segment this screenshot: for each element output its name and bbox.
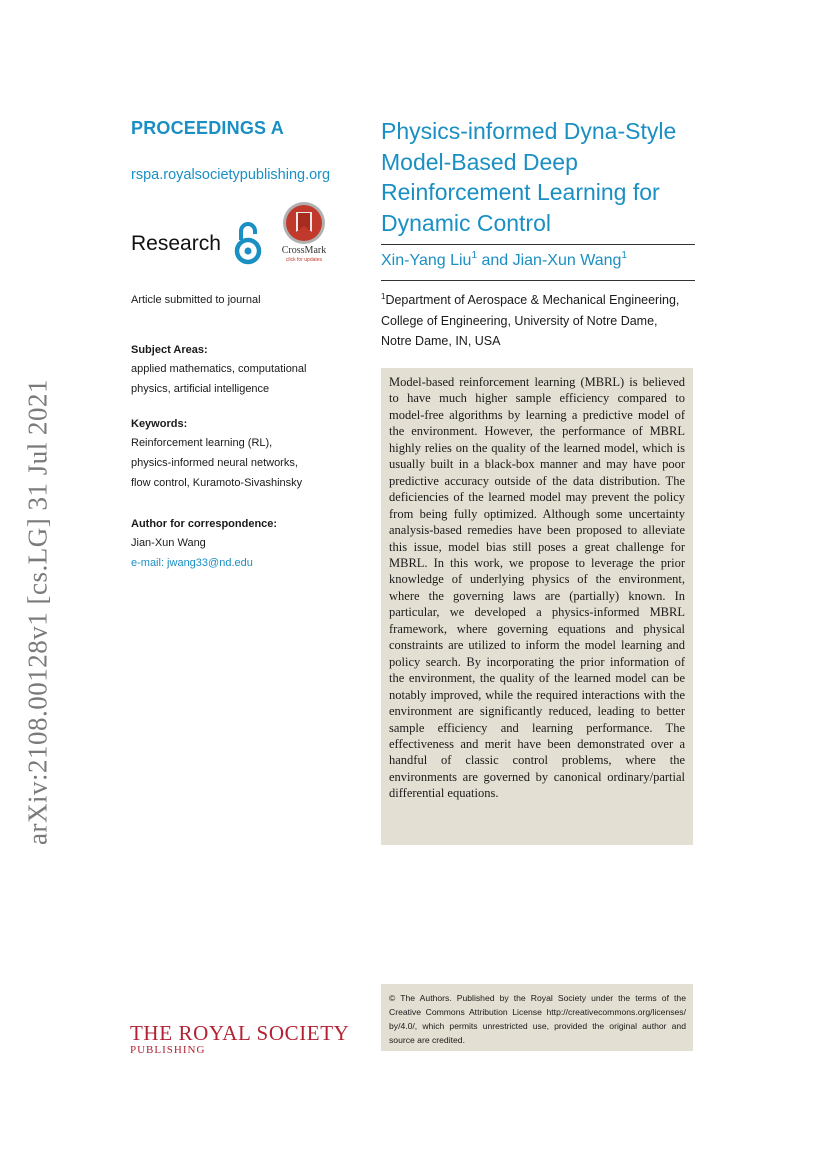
- paper-title: [381, 116, 701, 238]
- subject-areas-line: applied mathematics, computational: [131, 363, 307, 375]
- paper-title-line: Reinforcement Learning for: [381, 179, 660, 205]
- author-name: Xin-Yang Liu: [381, 252, 472, 269]
- royal-society-logo-line2: PUBLISHING: [130, 1044, 206, 1056]
- correspondence-name: Jian-Xun Wang: [131, 537, 206, 549]
- crossmark-icon: [277, 200, 331, 246]
- crossmark-sublabel: click for updates: [285, 257, 323, 263]
- correspondence-email-link[interactable]: e-mail: jwang33@nd.edu: [131, 557, 253, 569]
- keywords-heading: Keywords:: [131, 418, 188, 430]
- crossmark-label: CrossMark: [281, 245, 327, 256]
- license-box: [381, 984, 693, 1051]
- paper-title-line: Model-Based Deep: [381, 148, 578, 175]
- affiliation-marker: 1: [381, 292, 386, 301]
- subject-areas-line: physics, artificial intelligence: [131, 383, 270, 395]
- royal-society-logo-line1: THE ROYAL SOCIETY: [130, 1021, 350, 1045]
- author-list: [381, 250, 627, 270]
- royal-society-logo: [130, 1021, 349, 1056]
- journal-url-link[interactable]: rspa.royalsocietypublishing.org: [131, 167, 331, 183]
- keywords-line: Reinforcement learning (RL),: [131, 437, 273, 449]
- open-access-icon: [233, 220, 263, 266]
- paper-title-line: Physics-informed Dyna-Style: [381, 118, 677, 144]
- correspondence-heading: Author for correspondence:: [131, 518, 278, 530]
- author-affiliation-marker: 1: [471, 250, 477, 261]
- affiliation-line: College of Engineering, University of Notre Dame,: [381, 313, 658, 328]
- license-text: © The Authors. Published by the Royal Society under the terms of the Creative Commons Attribution License http://creativecommons.org/licenses/ by/4.0/, which permits unrestricted use, provided the original author and source are credited.: [389, 993, 686, 1045]
- article-status: Article submitted to journal: [131, 294, 261, 306]
- author-affiliation-marker: 1: [621, 250, 627, 261]
- title-divider: [381, 244, 695, 245]
- author-name: Jian-Xun Wang: [512, 252, 622, 269]
- author-separator: and: [477, 252, 513, 269]
- affiliation: [381, 287, 701, 352]
- abstract-box: [381, 368, 693, 845]
- crossmark-badge[interactable]: [277, 200, 331, 266]
- subject-areas-heading: Subject Areas:: [131, 344, 208, 356]
- affiliation-line: Notre Dame, IN, USA: [381, 334, 501, 348]
- abstract-text: Model-based reinforcement learning (MBRL) is believed to have much higher sample efficiency compared to model-free algorithms by learning a predictive model of the environment. However, the performance of MBRL highly relies on the quality of the learned model, which is usually built in a black-box manner and may have poor predictive accuracy outside of the data distribution. The deficiencies of the learned model may prevent the policy from being fully optimized. Although some uncertainty analysis-based remedies have been proposed to alleviate this issue, model bias still poses a great challenge for MBRL. In this work, we propose to leverage the prior knowledge of underlying physics of the environment, where the governing laws are (partially) known. In particular, we developed a physics-informed MBRL framework, where governing equations and physical constraints are utilized to inform the model learning and policy search. By incorporating the prior information of the environment, the quality of the learned model can be notably improved, while the required interactions with the environment are significantly reduced, leading to better sample efficiency and learning performance. The effectiveness and merit have been demonstrated over a handful of classic control problems, where the environments are governed by canonical ordinary/partial differential equations.: [389, 375, 685, 801]
- keywords: [131, 433, 341, 493]
- keywords-line: physics-informed neural networks,: [131, 457, 298, 469]
- keywords-line: flow control, Kuramoto-Sivashinsky: [131, 477, 303, 489]
- section-label: Research: [131, 232, 221, 255]
- authors-divider: [381, 280, 695, 281]
- paper-title-line: Dynamic Control: [381, 209, 551, 236]
- subject-areas: [131, 359, 341, 399]
- journal-name: PROCEEDINGS A: [131, 118, 284, 138]
- arxiv-stamp-text: arXiv:2108.00128v1 [cs.LG] 31 Jul 2021: [22, 379, 53, 845]
- affiliation-line: $^1$Department of Aerospace & Mechanical Engineering,: [381, 292, 680, 307]
